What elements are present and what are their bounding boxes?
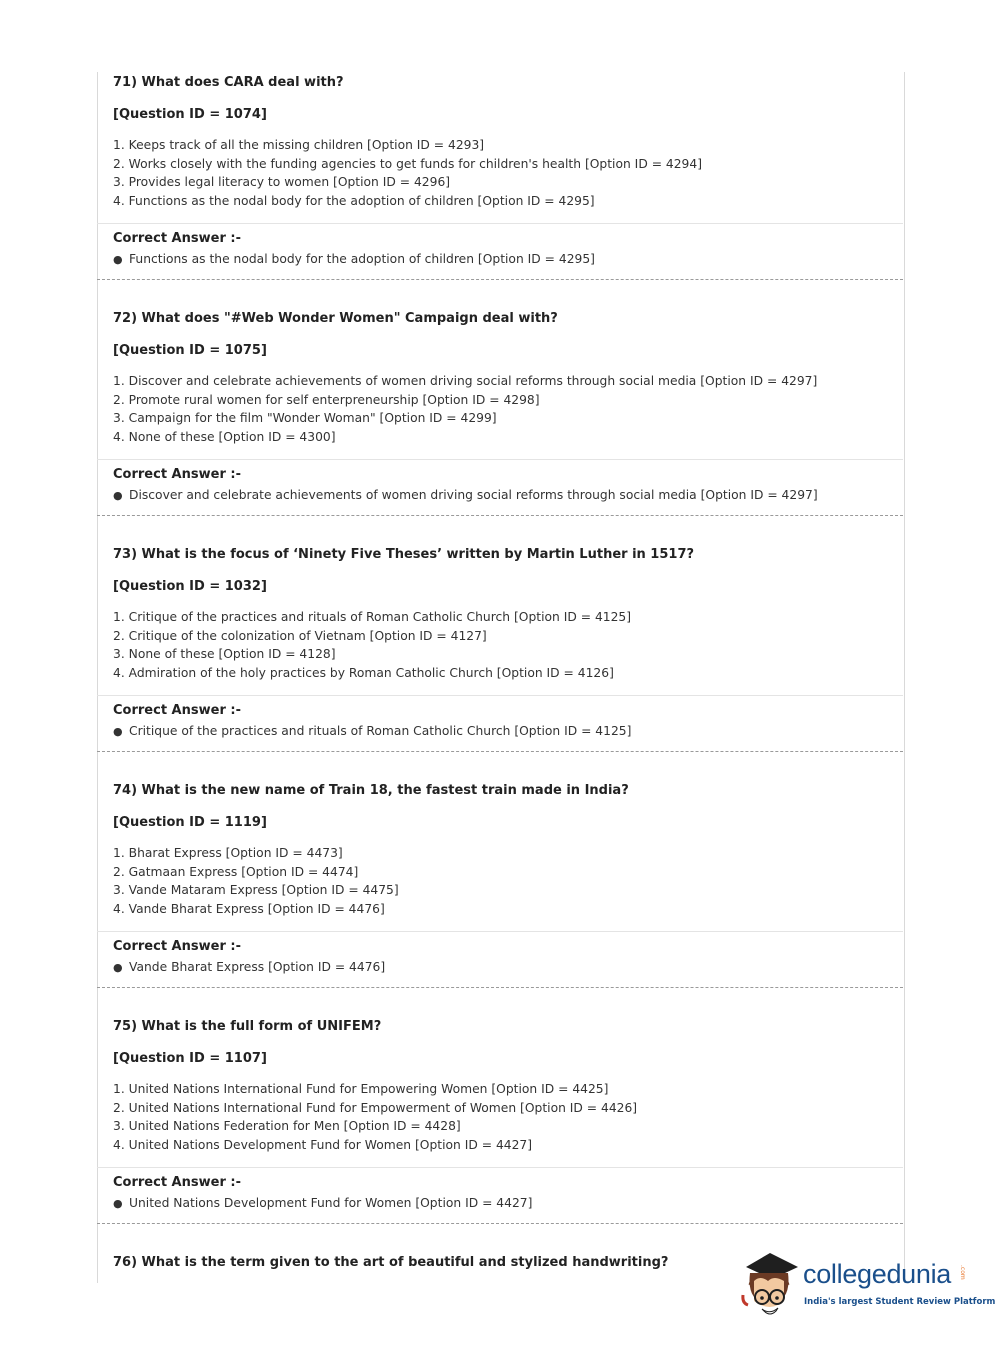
divider: [97, 1167, 903, 1168]
correct-answer-text: Discover and celebrate achievements of women driving social reforms through social media [Option ID = 4297]: [129, 488, 818, 502]
option: 1. Discover and celebrate achievements of women driving social reforms through social media [Option ID = 4297]: [113, 374, 818, 388]
question-title: 76) What is the term given to the art of beautiful and stylized handwriting?: [113, 1255, 669, 1270]
options-list: [113, 1080, 637, 1154]
option: 2. Works closely with the funding agencies to get funds for children's health [Option ID = 4294]: [113, 156, 702, 171]
collegedunia-logo[interactable]: [740, 1245, 996, 1320]
option: 1. Critique of the practices and rituals of Roman Catholic Church [Option ID = 4125]: [113, 610, 632, 624]
option: 4. Functions as the nodal body for the adoption of children [Option ID = 4295]: [113, 193, 595, 208]
question-separator: [97, 751, 903, 752]
options-list: [113, 844, 399, 918]
option: 3. Vande Mataram Express [Option ID = 4475]: [113, 883, 399, 897]
correct-answer-text: Critique of the practices and rituals of Roman Catholic Church [Option ID = 4125]: [129, 724, 632, 738]
option: 3. None of these [Option ID = 4128]: [113, 647, 336, 661]
logo-tagline: India's largest Student Review Platform: [804, 1297, 996, 1307]
option: 3. Provides legal literacy to women [Option ID = 4296]: [113, 175, 451, 189]
question-title: 72) What does "#Web Wonder Women" Campaign deal with?: [113, 311, 558, 326]
question-separator: [97, 279, 903, 280]
question-id: [Question ID = 1107]: [113, 1051, 267, 1066]
option: 4. United Nations Development Fund for Women [Option ID = 4427]: [113, 1137, 533, 1152]
options-list: [113, 372, 817, 446]
logo-wordmark: collegedunia: [803, 1259, 952, 1289]
question-id: [Question ID = 1119]: [113, 815, 267, 830]
option: 1. Bharat Express [Option ID = 4473]: [113, 846, 343, 860]
correct-answer-label: Correct Answer :-: [113, 467, 241, 482]
question-separator: [97, 515, 903, 516]
question-title: 71) What does CARA deal with?: [113, 75, 344, 90]
correct-answer: [113, 960, 385, 974]
question-id: [Question ID = 1074]: [113, 107, 267, 122]
divider: [97, 931, 903, 932]
divider: [97, 459, 903, 460]
divider: [97, 695, 903, 696]
question-title: 74) What is the new name of Train 18, the fastest train made in India?: [113, 783, 629, 798]
correct-answer: [113, 724, 631, 738]
options-list: [113, 136, 702, 210]
question-id: [Question ID = 1032]: [113, 579, 267, 594]
option: 4. None of these [Option ID = 4300]: [113, 429, 336, 444]
option: 3. United Nations Federation for Men [Option ID = 4428]: [113, 1119, 461, 1133]
option: 2. Promote rural women for self enterpreneurship [Option ID = 4298]: [113, 392, 540, 407]
option: 1. United Nations International Fund for Empowering Women [Option ID = 4425]: [113, 1082, 609, 1096]
option: 4. Admiration of the holy practices by Roman Catholic Church [Option ID = 4126]: [113, 665, 614, 680]
correct-answer-label: Correct Answer :-: [113, 939, 241, 954]
correct-answer: [113, 1196, 532, 1210]
bullet-icon: ●: [113, 253, 123, 266]
correct-answer-label: Correct Answer :-: [113, 1175, 241, 1190]
correct-answer-text: United Nations Development Fund for Women [Option ID = 4427]: [129, 1196, 533, 1210]
options-list: [113, 608, 631, 682]
option: 2. United Nations International Fund for Empowerment of Women [Option ID = 4426]: [113, 1100, 638, 1115]
divider: [97, 223, 903, 224]
question-title: 75) What is the full form of UNIFEM?: [113, 1019, 382, 1034]
option: 3. Campaign for the film "Wonder Woman" [Option ID = 4299]: [113, 411, 497, 425]
correct-answer-text: Functions as the nodal body for the adoption of children [Option ID = 4295]: [129, 252, 595, 266]
bullet-icon: ●: [113, 1197, 123, 1210]
option: 2. Gatmaan Express [Option ID = 4474]: [113, 864, 359, 879]
option: 1. Keeps track of all the missing children [Option ID = 4293]: [113, 138, 485, 152]
logo-com: .com: [959, 1265, 966, 1280]
correct-answer-text: Vande Bharat Express [Option ID = 4476]: [129, 960, 386, 974]
correct-answer-label: Correct Answer :-: [113, 703, 241, 718]
bullet-icon: ●: [113, 725, 123, 738]
option: 2. Critique of the colonization of Vietnam [Option ID = 4127]: [113, 628, 487, 643]
bullet-icon: ●: [113, 489, 123, 502]
option: 4. Vande Bharat Express [Option ID = 4476]: [113, 901, 385, 916]
mascot-icon: [740, 1245, 802, 1320]
question-separator: [97, 1223, 903, 1224]
question-title: 73) What is the focus of ‘Ninety Five Theses’ written by Martin Luther in 1517?: [113, 547, 695, 562]
correct-answer: [113, 488, 818, 502]
correct-answer-label: Correct Answer :-: [113, 231, 241, 246]
bullet-icon: ●: [113, 961, 123, 974]
question-id: [Question ID = 1075]: [113, 343, 267, 358]
question-separator: [97, 987, 903, 988]
correct-answer: [113, 252, 595, 266]
